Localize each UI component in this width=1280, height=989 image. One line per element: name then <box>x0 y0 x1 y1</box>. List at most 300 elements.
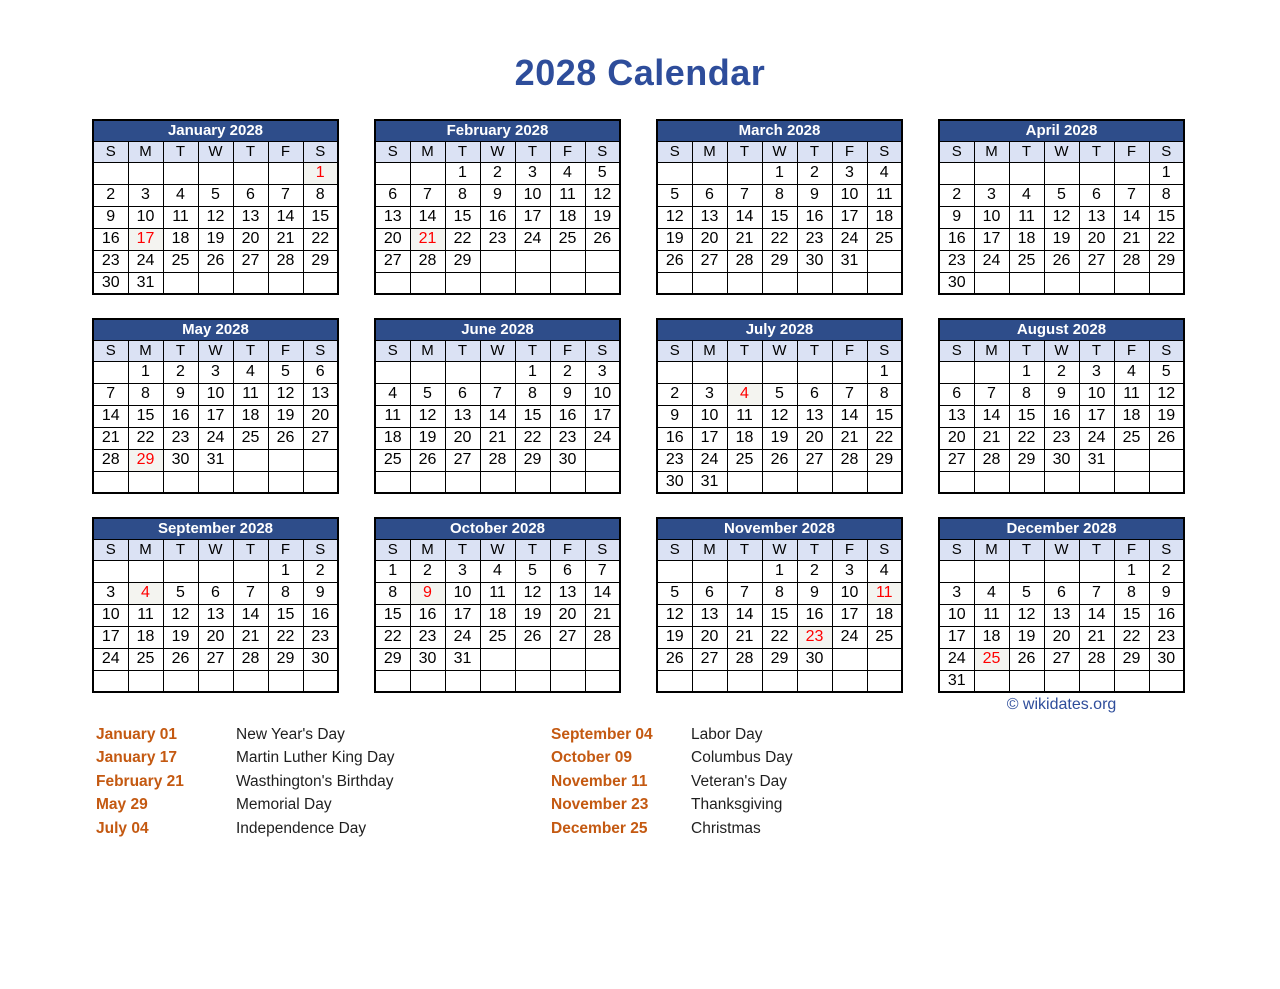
month-title: March 2028 <box>657 120 902 141</box>
date-cell: 18 <box>974 626 1009 648</box>
empty-cell <box>692 560 727 582</box>
empty-cell <box>1044 560 1079 582</box>
month-october <box>374 517 621 693</box>
date-cell: 13 <box>1044 604 1079 626</box>
date-cell: 27 <box>939 449 974 471</box>
date-cell: 1 <box>1009 361 1044 383</box>
date-cell: 5 <box>410 383 445 405</box>
empty-cell <box>410 272 445 294</box>
date-cell: 6 <box>233 184 268 206</box>
date-cell: 18 <box>1114 405 1149 427</box>
date-cell: 9 <box>797 184 832 206</box>
date-cell: 30 <box>303 648 338 670</box>
day-header: W <box>198 141 233 162</box>
date-cell: 16 <box>1149 604 1184 626</box>
date-cell: 1 <box>375 560 410 582</box>
day-header: W <box>198 340 233 361</box>
date-cell: 3 <box>832 560 867 582</box>
date-cell: 30 <box>550 449 585 471</box>
day-header: W <box>1044 141 1079 162</box>
date-cell: 30 <box>657 471 692 493</box>
empty-cell <box>445 670 480 692</box>
date-cell: 18 <box>867 206 902 228</box>
day-header: F <box>1114 539 1149 560</box>
empty-cell <box>974 670 1009 692</box>
date-cell: 27 <box>1079 250 1114 272</box>
date-cell: 21 <box>268 228 303 250</box>
day-header: S <box>657 539 692 560</box>
date-cell: 16 <box>303 604 338 626</box>
date-cell: 8 <box>762 184 797 206</box>
date-cell: 6 <box>198 582 233 604</box>
date-cell: 12 <box>198 206 233 228</box>
date-cell: 13 <box>1079 206 1114 228</box>
date-cell: 18 <box>727 427 762 449</box>
date-cell: 21 <box>1079 626 1114 648</box>
date-cell: 25 <box>375 449 410 471</box>
date-cell: 25 <box>867 626 902 648</box>
empty-cell <box>585 471 620 493</box>
date-cell: 7 <box>832 383 867 405</box>
empty-cell <box>93 560 128 582</box>
empty-cell <box>198 272 233 294</box>
day-header: S <box>939 340 974 361</box>
date-cell: 8 <box>303 184 338 206</box>
holiday-name: Memorial Day <box>236 796 332 814</box>
empty-cell <box>867 648 902 670</box>
empty-cell <box>939 361 974 383</box>
date-cell: 9 <box>657 405 692 427</box>
date-cell: 10 <box>939 604 974 626</box>
date-cell: 20 <box>445 427 480 449</box>
date-cell: 7 <box>93 383 128 405</box>
date-cell: 29 <box>128 449 163 471</box>
date-cell: 18 <box>375 427 410 449</box>
empty-cell <box>410 162 445 184</box>
month-title: May 2028 <box>93 319 338 340</box>
empty-cell <box>233 449 268 471</box>
date-cell: 29 <box>867 449 902 471</box>
date-cell: 13 <box>375 206 410 228</box>
date-cell: 9 <box>550 383 585 405</box>
empty-cell <box>1009 162 1044 184</box>
empty-cell <box>128 471 163 493</box>
date-cell: 2 <box>480 162 515 184</box>
date-cell: 3 <box>445 560 480 582</box>
day-header: S <box>585 141 620 162</box>
date-cell: 21 <box>480 427 515 449</box>
month-april <box>938 119 1185 295</box>
date-cell: 15 <box>445 206 480 228</box>
day-header: W <box>762 539 797 560</box>
date-cell: 7 <box>410 184 445 206</box>
date-cell: 5 <box>657 582 692 604</box>
empty-cell <box>762 471 797 493</box>
date-cell: 28 <box>268 250 303 272</box>
date-cell: 4 <box>1009 184 1044 206</box>
empty-cell <box>233 670 268 692</box>
date-cell: 8 <box>1009 383 1044 405</box>
holiday-name: Christmas <box>691 819 761 837</box>
date-cell: 18 <box>1009 228 1044 250</box>
holiday-row <box>96 794 551 818</box>
empty-cell <box>303 449 338 471</box>
date-cell: 26 <box>163 648 198 670</box>
date-cell: 13 <box>797 405 832 427</box>
date-cell: 8 <box>515 383 550 405</box>
date-cell: 1 <box>1149 162 1184 184</box>
date-cell: 24 <box>692 449 727 471</box>
date-cell: 22 <box>303 228 338 250</box>
date-cell: 10 <box>832 184 867 206</box>
day-header: M <box>128 539 163 560</box>
date-cell: 8 <box>375 582 410 604</box>
date-cell: 17 <box>692 427 727 449</box>
empty-cell <box>1009 560 1044 582</box>
date-cell: 9 <box>303 582 338 604</box>
empty-cell <box>128 670 163 692</box>
date-cell: 24 <box>939 648 974 670</box>
date-cell: 7 <box>727 582 762 604</box>
empty-cell <box>480 272 515 294</box>
date-cell: 6 <box>939 383 974 405</box>
month-title: November 2028 <box>657 518 902 539</box>
date-cell: 11 <box>1114 383 1149 405</box>
empty-cell <box>1079 272 1114 294</box>
date-cell: 18 <box>867 604 902 626</box>
day-header: T <box>163 141 198 162</box>
date-cell: 30 <box>797 648 832 670</box>
date-cell: 3 <box>198 361 233 383</box>
date-cell: 29 <box>303 250 338 272</box>
date-cell: 28 <box>1079 648 1114 670</box>
empty-cell <box>867 670 902 692</box>
date-cell: 29 <box>1114 648 1149 670</box>
holiday-name: Columbus Day <box>691 749 793 767</box>
date-cell: 27 <box>303 427 338 449</box>
date-cell: 29 <box>1149 250 1184 272</box>
months-grid <box>92 119 1280 693</box>
date-cell: 22 <box>1149 228 1184 250</box>
empty-cell <box>550 670 585 692</box>
date-cell: 30 <box>410 648 445 670</box>
empty-cell <box>480 361 515 383</box>
date-cell: 2 <box>163 361 198 383</box>
date-cell: 23 <box>93 250 128 272</box>
date-cell: 19 <box>762 427 797 449</box>
date-cell: 15 <box>867 405 902 427</box>
date-cell: 7 <box>727 184 762 206</box>
date-cell: 9 <box>1149 582 1184 604</box>
date-cell: 30 <box>163 449 198 471</box>
holiday-row <box>551 723 1006 747</box>
holiday-column-left <box>96 723 551 841</box>
day-header: F <box>1114 340 1149 361</box>
date-cell: 2 <box>410 560 445 582</box>
date-cell: 14 <box>268 206 303 228</box>
day-header: T <box>445 340 480 361</box>
date-cell: 27 <box>198 648 233 670</box>
date-cell: 23 <box>410 626 445 648</box>
empty-cell <box>375 272 410 294</box>
day-header: T <box>797 539 832 560</box>
empty-cell <box>550 648 585 670</box>
day-header: S <box>303 340 338 361</box>
date-cell: 26 <box>657 648 692 670</box>
empty-cell <box>1079 471 1114 493</box>
day-header: F <box>550 141 585 162</box>
date-cell: 14 <box>832 405 867 427</box>
date-cell: 15 <box>303 206 338 228</box>
date-cell: 31 <box>939 670 974 692</box>
empty-cell <box>1009 670 1044 692</box>
date-cell: 11 <box>375 405 410 427</box>
day-header: S <box>93 141 128 162</box>
date-cell: 11 <box>867 184 902 206</box>
date-cell: 1 <box>762 560 797 582</box>
empty-cell <box>727 272 762 294</box>
date-cell: 25 <box>727 449 762 471</box>
empty-cell <box>797 361 832 383</box>
date-cell: 17 <box>585 405 620 427</box>
empty-cell <box>657 272 692 294</box>
day-header: F <box>832 340 867 361</box>
date-cell: 2 <box>1149 560 1184 582</box>
day-header: T <box>445 539 480 560</box>
empty-cell <box>515 648 550 670</box>
empty-cell <box>550 471 585 493</box>
empty-cell <box>163 670 198 692</box>
empty-cell <box>1044 471 1079 493</box>
day-header: T <box>1009 340 1044 361</box>
date-cell: 11 <box>974 604 1009 626</box>
empty-cell <box>198 162 233 184</box>
date-cell: 10 <box>93 604 128 626</box>
date-cell: 6 <box>797 383 832 405</box>
date-cell: 30 <box>1149 648 1184 670</box>
day-header: S <box>375 141 410 162</box>
date-cell: 30 <box>1044 449 1079 471</box>
date-cell: 19 <box>657 228 692 250</box>
date-cell: 30 <box>797 250 832 272</box>
month-july <box>656 318 903 494</box>
date-cell: 23 <box>939 250 974 272</box>
date-cell: 29 <box>445 250 480 272</box>
empty-cell <box>268 162 303 184</box>
date-cell: 3 <box>128 184 163 206</box>
month-title: July 2028 <box>657 319 902 340</box>
day-header: F <box>268 340 303 361</box>
date-cell: 14 <box>1079 604 1114 626</box>
date-cell: 19 <box>163 626 198 648</box>
empty-cell <box>832 648 867 670</box>
day-header: F <box>550 340 585 361</box>
date-cell: 20 <box>797 427 832 449</box>
day-header: S <box>585 340 620 361</box>
empty-cell <box>939 162 974 184</box>
date-cell: 13 <box>692 206 727 228</box>
empty-cell <box>445 272 480 294</box>
empty-cell <box>268 272 303 294</box>
day-header: F <box>832 539 867 560</box>
day-header: S <box>375 340 410 361</box>
date-cell: 6 <box>1044 582 1079 604</box>
date-cell: 18 <box>128 626 163 648</box>
empty-cell <box>198 670 233 692</box>
date-cell: 19 <box>268 405 303 427</box>
date-cell: 8 <box>1149 184 1184 206</box>
holiday-column-right <box>551 723 1006 841</box>
empty-cell <box>657 670 692 692</box>
date-cell: 7 <box>1114 184 1149 206</box>
empty-cell <box>375 162 410 184</box>
empty-cell <box>233 560 268 582</box>
empty-cell <box>867 471 902 493</box>
date-cell: 23 <box>657 449 692 471</box>
date-cell: 13 <box>233 206 268 228</box>
date-cell: 11 <box>128 604 163 626</box>
day-header: T <box>727 340 762 361</box>
date-cell: 21 <box>832 427 867 449</box>
date-cell: 31 <box>832 250 867 272</box>
date-cell: 18 <box>233 405 268 427</box>
date-cell: 15 <box>762 206 797 228</box>
date-cell: 3 <box>93 582 128 604</box>
date-cell: 7 <box>233 582 268 604</box>
day-header: T <box>163 539 198 560</box>
day-header: F <box>550 539 585 560</box>
holiday-name: Thanksgiving <box>691 796 783 814</box>
date-cell: 20 <box>375 228 410 250</box>
date-cell: 19 <box>585 206 620 228</box>
empty-cell <box>657 162 692 184</box>
empty-cell <box>762 272 797 294</box>
date-cell: 26 <box>585 228 620 250</box>
empty-cell <box>515 250 550 272</box>
day-header: W <box>198 539 233 560</box>
date-cell: 11 <box>480 582 515 604</box>
date-cell: 3 <box>832 162 867 184</box>
date-cell: 12 <box>1149 383 1184 405</box>
holiday-date: November 11 <box>551 772 648 790</box>
date-cell: 2 <box>93 184 128 206</box>
day-header: S <box>867 340 902 361</box>
date-cell: 24 <box>974 250 1009 272</box>
date-cell: 26 <box>410 449 445 471</box>
date-cell: 9 <box>480 184 515 206</box>
date-cell: 20 <box>233 228 268 250</box>
date-cell: 21 <box>727 228 762 250</box>
holiday-name: Martin Luther King Day <box>236 749 395 767</box>
empty-cell <box>762 670 797 692</box>
date-cell: 14 <box>410 206 445 228</box>
month-title: December 2028 <box>939 518 1184 539</box>
date-cell: 4 <box>974 582 1009 604</box>
date-cell: 9 <box>93 206 128 228</box>
day-header: W <box>1044 340 1079 361</box>
date-cell: 19 <box>1009 626 1044 648</box>
date-cell: 29 <box>375 648 410 670</box>
date-cell: 10 <box>692 405 727 427</box>
date-cell: 26 <box>268 427 303 449</box>
day-header: M <box>974 539 1009 560</box>
date-cell: 2 <box>550 361 585 383</box>
empty-cell <box>1009 471 1044 493</box>
date-cell: 1 <box>515 361 550 383</box>
empty-cell <box>657 560 692 582</box>
date-cell: 19 <box>515 604 550 626</box>
empty-cell <box>832 361 867 383</box>
empty-cell <box>1044 670 1079 692</box>
day-header: T <box>1009 141 1044 162</box>
date-cell: 16 <box>550 405 585 427</box>
date-cell: 7 <box>1079 582 1114 604</box>
date-cell: 10 <box>515 184 550 206</box>
date-cell: 28 <box>585 626 620 648</box>
date-cell: 25 <box>867 228 902 250</box>
date-cell: 23 <box>163 427 198 449</box>
date-cell: 20 <box>939 427 974 449</box>
date-cell: 4 <box>727 383 762 405</box>
holiday-row <box>96 723 551 747</box>
date-cell: 26 <box>1149 427 1184 449</box>
month-june <box>374 318 621 494</box>
date-cell: 24 <box>1079 427 1114 449</box>
empty-cell <box>198 560 233 582</box>
attribution-link[interactable]: © wikidates.org <box>1006 696 1117 713</box>
date-cell: 15 <box>515 405 550 427</box>
day-header: W <box>480 539 515 560</box>
date-cell: 17 <box>832 206 867 228</box>
date-cell: 24 <box>832 626 867 648</box>
empty-cell <box>93 162 128 184</box>
date-cell: 26 <box>515 626 550 648</box>
date-cell: 12 <box>515 582 550 604</box>
empty-cell <box>832 272 867 294</box>
date-cell: 30 <box>939 272 974 294</box>
date-cell: 10 <box>974 206 1009 228</box>
empty-cell <box>550 272 585 294</box>
day-header: M <box>410 141 445 162</box>
day-header: T <box>163 340 198 361</box>
date-cell: 22 <box>515 427 550 449</box>
date-cell: 31 <box>198 449 233 471</box>
date-cell: 29 <box>268 648 303 670</box>
date-cell: 27 <box>375 250 410 272</box>
holiday-date: May 29 <box>96 796 148 814</box>
date-cell: 25 <box>128 648 163 670</box>
date-cell: 5 <box>515 560 550 582</box>
date-cell: 10 <box>1079 383 1114 405</box>
date-cell: 10 <box>198 383 233 405</box>
month-may <box>92 318 339 494</box>
empty-cell <box>163 272 198 294</box>
date-cell: 22 <box>268 626 303 648</box>
holiday-row <box>96 747 551 771</box>
empty-cell <box>163 162 198 184</box>
day-header: M <box>410 340 445 361</box>
date-cell: 12 <box>657 604 692 626</box>
empty-cell <box>163 560 198 582</box>
empty-cell <box>375 670 410 692</box>
holiday-date: October 09 <box>551 749 632 767</box>
holiday-date: November 23 <box>551 796 649 814</box>
date-cell: 3 <box>515 162 550 184</box>
date-cell: 2 <box>797 162 832 184</box>
holiday-name: Wasthington's Birthday <box>236 772 394 790</box>
date-cell: 10 <box>832 582 867 604</box>
date-cell: 7 <box>268 184 303 206</box>
